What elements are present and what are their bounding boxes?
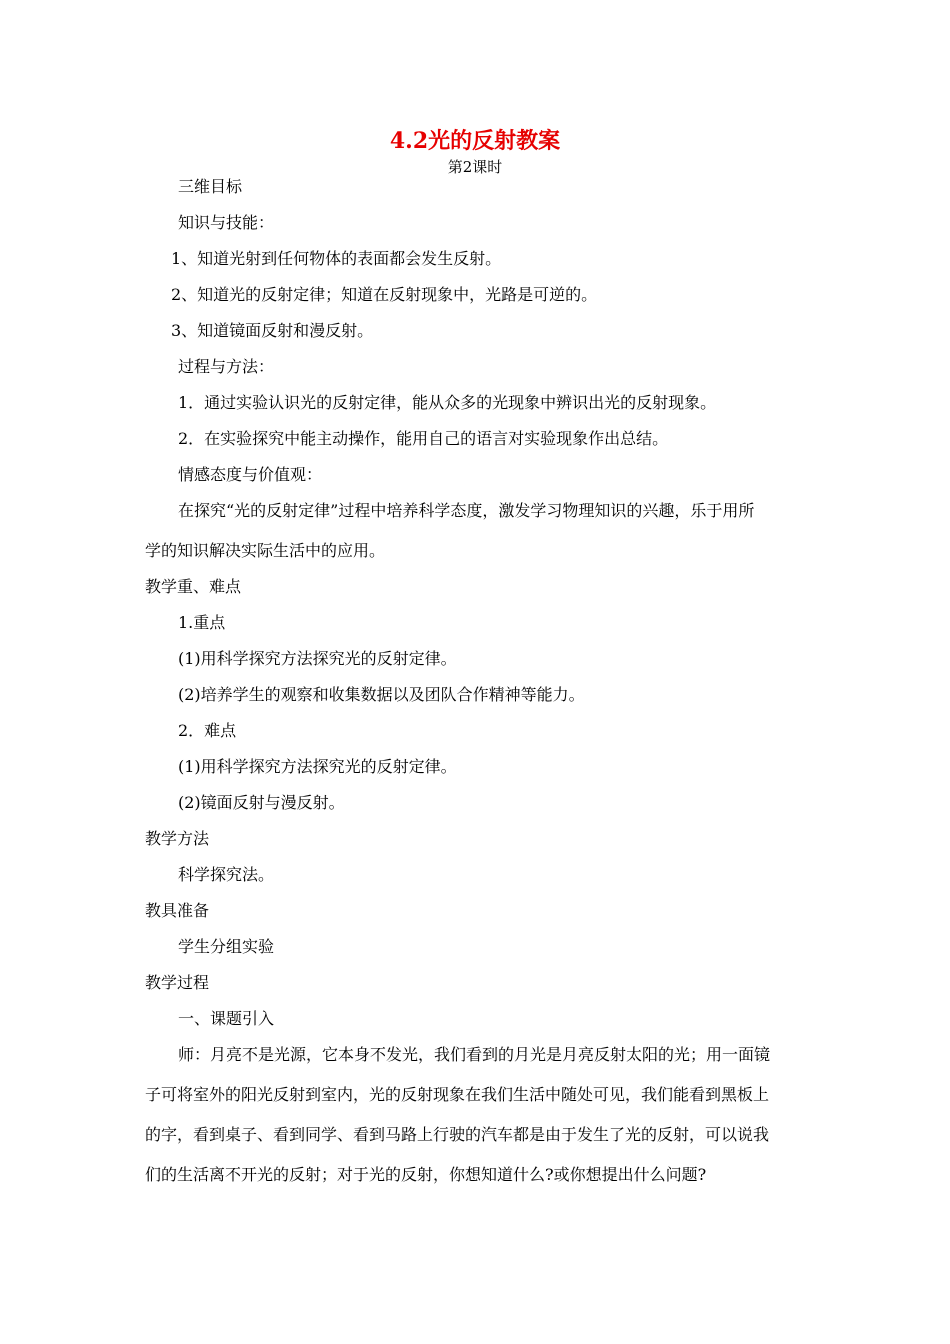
paragraph-line: 1、知道光射到任何物体的表面都会发生反射。 [171, 249, 502, 268]
section-heading: 教学重、难点 [145, 577, 242, 596]
section-heading: 三维目标 [178, 177, 243, 196]
document-title: 4.2光的反射教案 [389, 128, 561, 154]
paragraph-line: (2)培养学生的观察和收集数据以及团队合作精神等能力。 [178, 685, 585, 704]
paragraph-line: (2)镜面反射与漫反射。 [178, 793, 345, 812]
document-subtitle: 第2课时 [447, 158, 503, 176]
paragraph-line: (1)用科学探究方法探究光的反射定律。 [178, 649, 457, 668]
subsection-heading: 情感态度与价值观： [178, 465, 323, 484]
paragraph-line: 1．通过实验认识光的反射定律，能从众多的光现象中辨识出光的反射现象。 [178, 393, 717, 412]
paragraph-line: 3、知道镜面反射和漫反射。 [171, 321, 374, 340]
paragraph-line: 学生分组实验 [178, 937, 275, 956]
paragraph-line: 子可将室外的阳光反射到室内，光的反射现象在我们生活中随处可见，我们能看到黑板上 [145, 1085, 770, 1104]
section-heading: 教具准备 [145, 901, 210, 920]
subsection-heading: 知识与技能： [178, 213, 275, 232]
section-heading: 教学方法 [145, 829, 210, 848]
subsection-heading: 2．难点 [178, 721, 237, 740]
paragraph-line: 科学探究法。 [178, 865, 275, 884]
section-heading: 教学过程 [145, 973, 210, 992]
subsection-heading: 1.重点 [178, 613, 226, 632]
subsection-heading: 一、课题引入 [178, 1009, 275, 1028]
paragraph-line: 在探究“光的反射定律”过程中培养科学态度，激发学习物理知识的兴趣，乐于用所 [178, 501, 755, 520]
paragraph-line: 们的生活离不开光的反射；对于光的反射，你想知道什么?或你想提出什么问题? [145, 1165, 707, 1184]
paragraph-line: 2．在实验探究中能主动操作，能用自己的语言对实验现象作出总结。 [178, 429, 669, 448]
paragraph-line: 的字，看到桌子、看到同学、看到马路上行驶的汽车都是由于发生了光的反射，可以说我 [145, 1125, 770, 1144]
paragraph-line: 师：月亮不是光源，它本身不发光，我们看到的月光是月亮反射太阳的光；用一面镜 [178, 1045, 771, 1064]
subsection-heading: 过程与方法： [178, 357, 275, 376]
paragraph-line: 学的知识解决实际生活中的应用。 [145, 541, 386, 560]
paragraph-line: 2、知道光的反射定律；知道在反射现象中，光路是可逆的。 [171, 285, 598, 304]
paragraph-line: (1)用科学探究方法探究光的反射定律。 [178, 757, 457, 776]
